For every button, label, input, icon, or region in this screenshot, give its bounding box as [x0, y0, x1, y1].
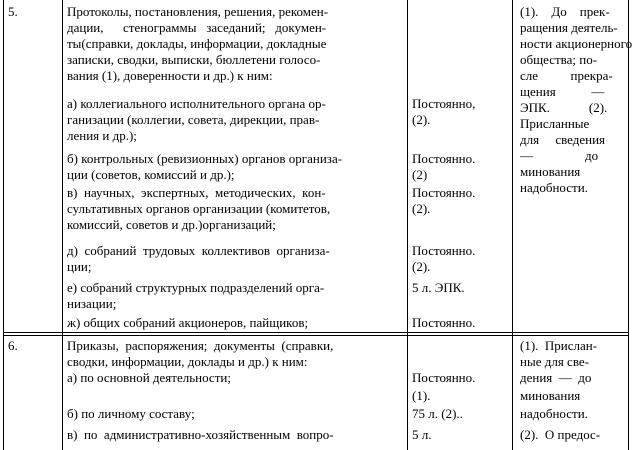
term-line: 5 л. ЭПК.: [412, 280, 465, 295]
document-line: в) научных, экспертных, методических, кон-: [67, 185, 326, 200]
document-line: ж) общих собраний акционеров, пайщиков;: [67, 315, 309, 330]
term-line: Постоянно.: [412, 151, 476, 166]
note-line: ные для све-: [520, 354, 589, 369]
document-line: а) коллегиального исполнительного органа ор-: [67, 96, 326, 111]
note-line: Присланные: [520, 116, 590, 131]
note-line: минования: [520, 388, 581, 403]
document-line: б) по личному составу;: [67, 406, 195, 421]
term-line: (1).: [412, 388, 431, 403]
table-border-left: [3, 0, 4, 450]
document-line: дации, стенограммы заседаний; докумен-: [67, 20, 327, 35]
note-line: (2). О предос-: [520, 427, 601, 442]
document-line: ления и др.);: [67, 128, 137, 143]
term-line: 5 л.: [412, 427, 432, 442]
document-line: ции;: [67, 259, 92, 274]
document-line: ганизации (коллегии, совета, дирекции, прав-: [67, 112, 320, 127]
term-line: Постоянно.: [412, 370, 476, 385]
row-separator: [3, 332, 629, 333]
document-line: е) собраний структурных подразделений орга-: [67, 280, 325, 295]
column-divider-document: [407, 0, 408, 450]
term-line: (2).: [412, 112, 431, 127]
term-line: Постоянно.: [412, 243, 476, 258]
document-line: Приказы, распоряжения; документы (справки,: [67, 338, 334, 353]
term-line: Постоянно,: [412, 96, 476, 111]
document-line: вания (1), доверенности и др.) к ним:: [67, 68, 273, 83]
term-line: (2): [412, 167, 428, 182]
document-line: в) по административно-хозяйственным вопро-: [67, 427, 334, 442]
note-line: сле прекра-: [520, 68, 613, 83]
term-line: (2).: [412, 201, 431, 216]
document-line: б) контрольных (ревизионных) органов организа-: [67, 151, 343, 166]
note-line: надобности.: [520, 406, 588, 421]
document-line: сводки, информации, доклады и др.) к ним:: [67, 354, 308, 369]
note-line: — до: [520, 148, 599, 163]
document-line: комиссий, советов и др.)организаций;: [67, 217, 276, 232]
term-line: Постоянно.: [412, 185, 476, 200]
column-divider-term: [512, 0, 513, 450]
note-line: ЭПК. (2).: [520, 100, 608, 115]
note-line: надобности.: [520, 180, 588, 195]
note-line: (1). До прек-: [520, 4, 610, 19]
term-line: (2).: [412, 259, 431, 274]
document-line: низации;: [67, 296, 117, 311]
document-line: ции (советов, комиссий и др.);: [67, 167, 235, 182]
term-line: Постоянно.: [412, 315, 476, 330]
note-line: ращения деятель-: [520, 20, 618, 35]
row-separator-double: [3, 335, 629, 336]
note-line: для сведения: [520, 132, 606, 147]
note-line: дения — до: [520, 370, 592, 385]
row-number: 6.: [8, 338, 18, 353]
document-line: Протоколы, постановления, решения, рекомен-: [67, 4, 329, 19]
note-line: ности акционерного: [520, 36, 632, 51]
document-line: сультативных органов организации (комитетов,: [67, 201, 331, 216]
document-line: а) по основной деятельности;: [67, 370, 231, 385]
term-line: 75 л. (2)..: [412, 406, 463, 421]
note-line: общества; по-: [520, 52, 598, 67]
document-line: д) собраний трудовых коллективов организа-: [67, 243, 330, 258]
table-border-right: [628, 0, 629, 450]
document-line: записки, сводки, выписки, бюллетени голосо-: [67, 52, 321, 67]
row-number: 5.: [8, 4, 18, 19]
document-line: ты(справки, доклады, информации, докладные: [67, 36, 327, 51]
note-line: (1). Прислан-: [520, 338, 598, 353]
note-line: минования: [520, 164, 581, 179]
note-line: щения —: [520, 84, 605, 99]
column-divider-number: [62, 0, 63, 450]
